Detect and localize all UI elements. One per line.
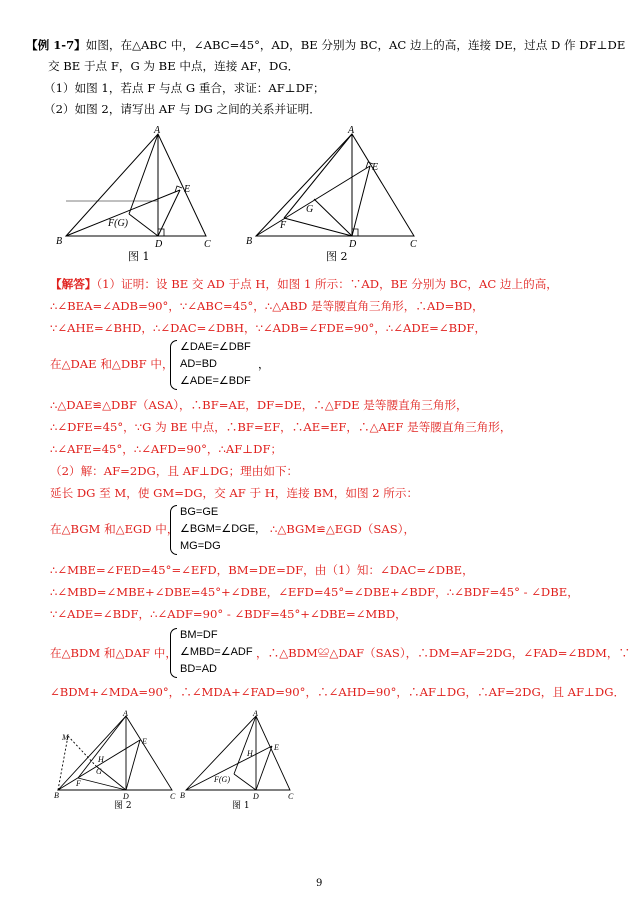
system-brace-2	[170, 505, 177, 555]
solution-line-12: ∴∠MBD=∠MBE+∠DBE=45°+∠DBE，∠EFD=45°=∠DBE+∠BDF，∴∠BDF=45° - ∠DBE，	[50, 585, 579, 599]
equation-system-1	[180, 340, 251, 388]
solution-text-1: （1）证明：设 BE 交 AD 于点 H，如图 1 所示：∵AD，BE 分别为 BC，AC 边上的高，	[96, 277, 558, 291]
sys3-row-3: BD=AD	[180, 663, 217, 675]
problem-line-2: 交 BE 于点 F，G 为 BE 中点，连接 AF，DG．	[48, 59, 300, 73]
bfig1-label-B: B	[180, 791, 185, 800]
question-1: （1）如图 1，若点 F 与点 G 重合，求证：AF⊥DF；	[44, 81, 325, 95]
solution-line-6: ∴∠DFE=45°，∵G 为 BE 中点，∴BF=EF，∴AE=EF，∴△AEF 是等腰直角三角形，	[50, 420, 512, 434]
fig2-label-G: G	[306, 204, 314, 215]
fig2-label-F: F	[280, 220, 287, 231]
solution-line-11: ∴∠MBE=∠FED=45°=∠EFD，BM=DE=DF，由（1）知：∠DAC=∠DBE，	[50, 563, 474, 577]
problem-tag: 【例 1-7】	[26, 38, 86, 52]
equation-system-3	[180, 628, 253, 676]
sys2-row-1: BG=GE	[180, 506, 219, 518]
bfig2-label-B: B	[54, 791, 59, 800]
bfig1-label-E: E	[274, 743, 279, 752]
sys3-row-1: BM=DF	[180, 629, 218, 641]
bfig2-label-H: H	[98, 755, 104, 764]
figure-1-bottom-diagram	[180, 710, 300, 810]
solution-line-14-post: ，∴△BDM≌△DAF（SAS），∴DM=AF=2DG，∠FAD=∠BDM，∵	[256, 646, 631, 660]
bfig2-label-E: E	[142, 737, 147, 746]
sys1-row-3: ∠ADE=∠BDF	[180, 375, 251, 387]
bfig2-label-M: M	[62, 733, 69, 742]
system-brace-1	[170, 340, 177, 390]
bfig1-label-A: A	[253, 710, 258, 718]
bfig2-label-G: G	[96, 767, 102, 776]
bfig2-label-C: C	[170, 792, 176, 801]
fig1-label-FG: F(G)	[108, 218, 128, 229]
figure-2-top	[244, 126, 424, 270]
fig1-label-D: D	[155, 239, 163, 250]
bfig1-label-H: H	[247, 749, 253, 758]
bfig1-label-C: C	[288, 792, 294, 801]
figure-1-bottom	[180, 710, 300, 814]
solution-line-15: ∠BDM+∠MDA=90°，∴∠MDA+∠FAD=90°，∴∠AHD=90°，∴AF⊥DG，∴AF=2DG，且 AF⊥DG．	[50, 685, 626, 699]
fig2-label-C: C	[410, 239, 417, 250]
figure-2-bottom-diagram	[54, 710, 184, 810]
figure-2-bottom	[54, 710, 184, 814]
fig1-label-E: E	[184, 184, 191, 195]
question-2: （2）如图 2，请写出 AF 与 DG 之间的关系并证明．	[44, 102, 321, 116]
problem-text-1: 如图，在△ABC 中，∠ABC=45°，AD，BE 分别为 BC，AC 边上的高，连接 DE，过点 D 作 DF⊥DE	[85, 38, 626, 52]
bottom-fig2-caption: 图 2	[114, 801, 132, 811]
sys1-row-1: ∠DAE=∠DBF	[180, 341, 251, 353]
solution-line-10-pre: 在△BGM 和△EGD 中，	[50, 522, 179, 536]
fig1-label-C: C	[204, 239, 211, 250]
sys1-comma: ，	[258, 357, 270, 371]
solution-line-9: 延长 DG 至 M，使 GM=DG，交 AF 于 H，连接 BM，如图 2 所示：	[50, 486, 419, 500]
figure-1-diagram	[54, 126, 224, 266]
figure-1-top	[54, 126, 224, 270]
solution-line-7: ∴∠AFE=45°，∴∠AFD=90°，∴AF⊥DF；	[50, 442, 283, 456]
sys1-row-2: AD=BD	[180, 358, 217, 370]
bfig1-label-FG: F(G)	[214, 775, 230, 784]
solution-line-4: 在△DAE 和△DBF 中，	[50, 357, 174, 371]
fig2-label-E: E	[372, 162, 379, 173]
figure-2-diagram	[244, 126, 424, 266]
solution-line-2: ∴∠BEA=∠ADB=90°，∵∠ABC=45°，∴△ABD 是等腰直角三角形，∴AD=BD，	[50, 299, 484, 313]
equation-system-2	[180, 505, 266, 553]
fig2-label-B: B	[246, 236, 253, 247]
fig1-label-B: B	[56, 236, 63, 247]
solution-line-3: ∵∠AHE=∠BHD，∴∠DAC=∠DBH，∵∠ADB=∠FDE=90°，∴∠ADE=∠BDF，	[50, 321, 487, 335]
solution-tag: 【解答】	[50, 277, 97, 291]
sys2-row-3: MG=DG	[180, 540, 221, 552]
page-number: 9	[316, 878, 323, 889]
sys3-row-2: ∠MBD=∠ADF	[180, 646, 253, 658]
fig2-label-A: A	[348, 126, 355, 136]
sys2-row-2: ∠BGM=∠DGE，	[180, 523, 267, 535]
problem-line-1	[26, 37, 625, 53]
solution-line-5: ∴△DAE≌△DBF（ASA），∴BF=AE，DF=DE，∴△FDE 是等腰直角三角形，	[50, 398, 468, 412]
solution-line-10-post: ∴△BGM≌△EGD（SAS），	[270, 522, 416, 536]
system-brace-3	[170, 628, 177, 678]
fig1-caption: 图 1	[128, 250, 150, 263]
bfig1-label-D: D	[253, 792, 259, 801]
bfig2-label-D: D	[123, 792, 129, 801]
solution-line-1	[50, 276, 558, 292]
fig2-caption: 图 2	[326, 250, 348, 263]
solution-line-14-pre: 在△BDM 和△DAF 中，	[50, 646, 177, 660]
bfig2-label-A: A	[123, 710, 128, 718]
fig1-label-A: A	[154, 126, 161, 136]
fig2-label-D: D	[349, 239, 357, 250]
bottom-fig1-caption: 图 1	[232, 801, 250, 811]
solution-line-13: ∵∠ADE=∠BDF，∴∠ADF=90° - ∠BDF=45°+∠DBE=∠MBD，	[50, 607, 407, 621]
solution-line-8: （2）解：AF=2DG，且 AF⊥DG；理由如下：	[50, 464, 299, 478]
bfig2-label-F: F	[76, 779, 81, 788]
